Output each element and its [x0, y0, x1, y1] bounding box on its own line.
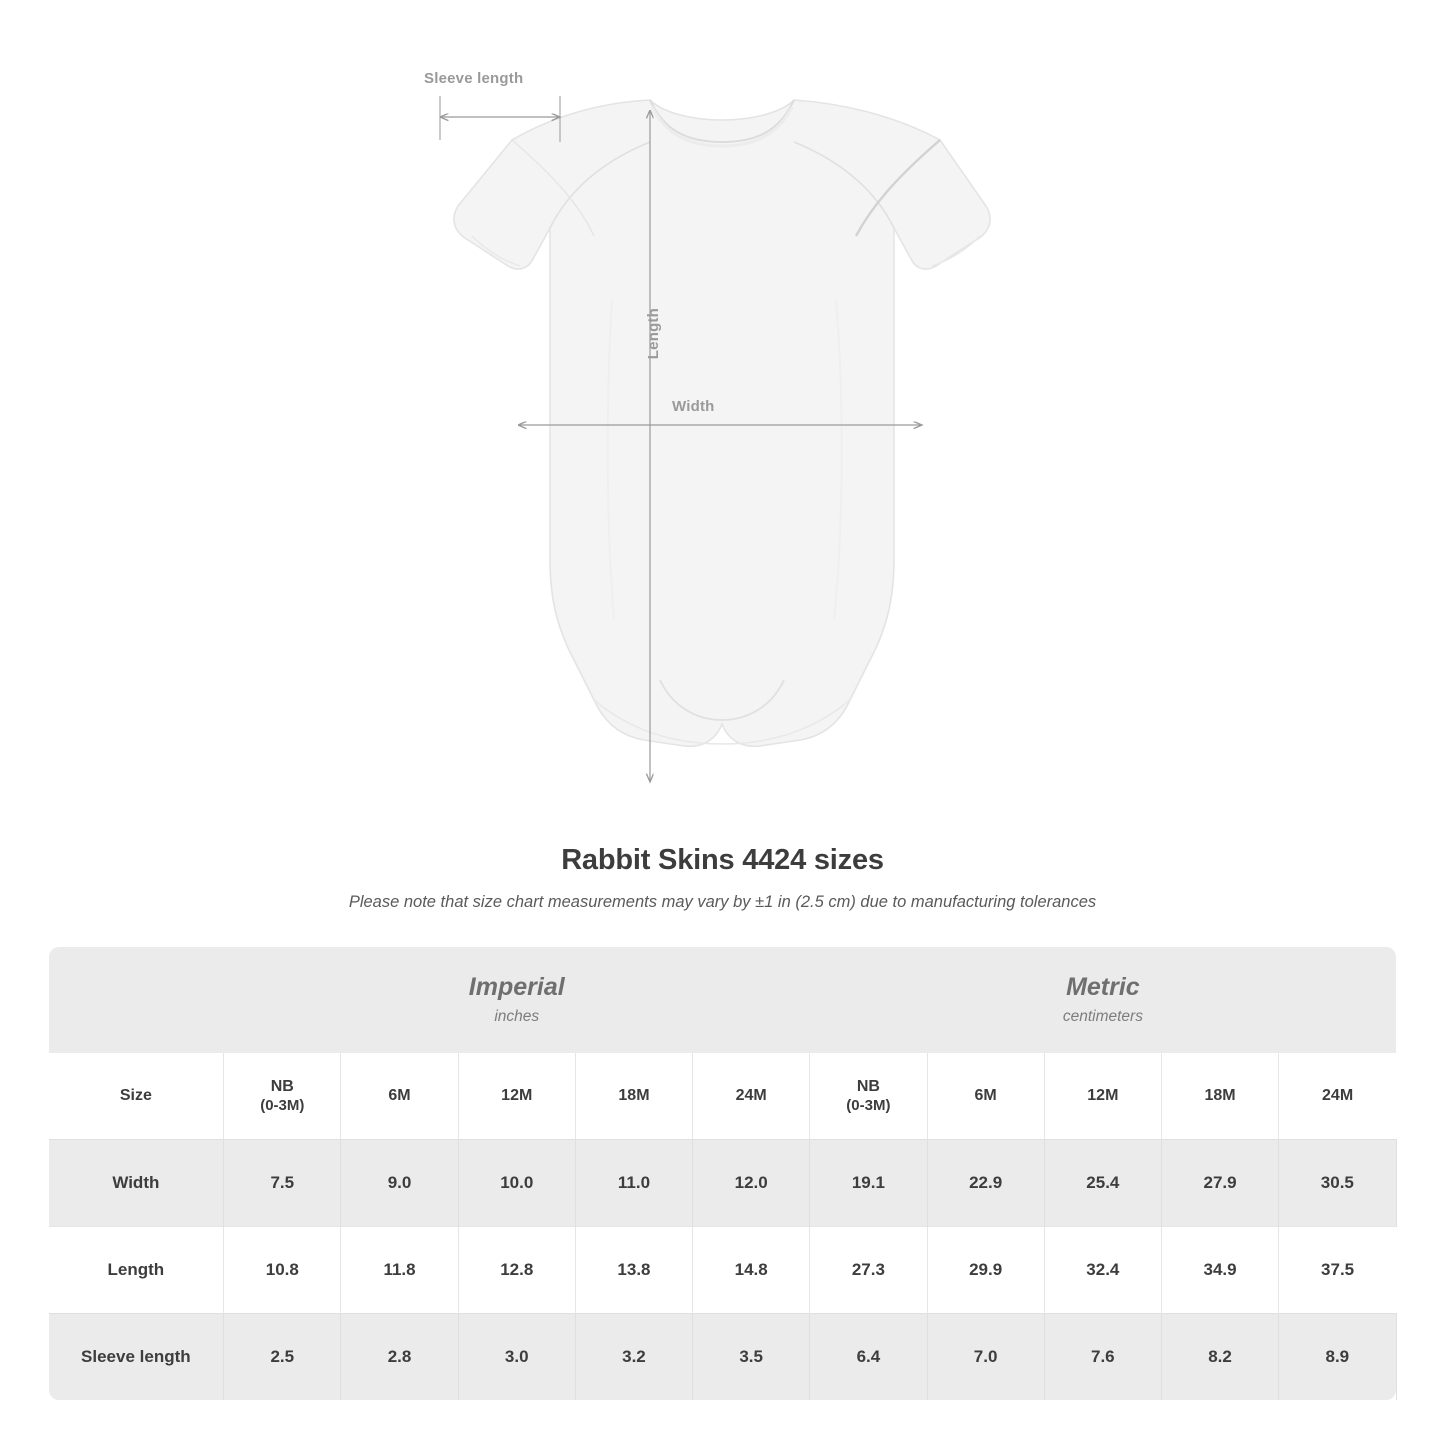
unit-group-metric — [810, 947, 1396, 1053]
cell-sleeve-8: 8.2 — [1161, 1314, 1278, 1401]
header-col-5-label: NB — [856, 1077, 880, 1095]
row-label-sleeve-length: Sleeve length — [49, 1314, 224, 1401]
row-label-length: Length — [49, 1227, 224, 1314]
unit-group-metric-name: Metric — [1066, 972, 1140, 1001]
cell-width-5: 19.1 — [810, 1140, 927, 1227]
cell-length-8: 34.9 — [1161, 1227, 1278, 1314]
cell-sleeve-2: 3.0 — [458, 1314, 575, 1401]
size-table-wrapper — [49, 947, 1397, 1400]
header-col-9: 24M — [1279, 1053, 1396, 1140]
cell-width-6: 22.9 — [927, 1140, 1044, 1227]
cell-length-5: 27.3 — [810, 1227, 927, 1314]
header-size: Size — [49, 1053, 224, 1140]
column-header-row — [49, 1053, 1397, 1140]
header-col-8: 18M — [1161, 1053, 1278, 1140]
cell-width-4: 12.0 — [693, 1140, 810, 1227]
header-col-7: 12M — [1044, 1053, 1161, 1140]
unit-group-imperial — [224, 947, 810, 1053]
cell-length-2: 12.8 — [458, 1227, 575, 1314]
bodysuit-shape — [454, 100, 990, 746]
cell-sleeve-3: 3.2 — [575, 1314, 692, 1401]
header-col-0 — [224, 1053, 341, 1140]
cell-width-8: 27.9 — [1161, 1140, 1278, 1227]
cell-length-7: 32.4 — [1044, 1227, 1161, 1314]
header-col-6: 6M — [927, 1053, 1044, 1140]
unit-header-row — [49, 947, 1397, 1053]
cell-sleeve-0: 2.5 — [224, 1314, 341, 1401]
cell-sleeve-9: 8.9 — [1279, 1314, 1396, 1401]
cell-length-9: 37.5 — [1279, 1227, 1396, 1314]
page-title: Rabbit Skins 4424 sizes — [561, 844, 884, 876]
header-col-0-label: NB — [270, 1077, 294, 1095]
cell-sleeve-7: 7.6 — [1044, 1314, 1161, 1401]
cell-sleeve-5: 6.4 — [810, 1314, 927, 1401]
unit-group-imperial-name: Imperial — [468, 972, 565, 1001]
cell-length-3: 13.8 — [575, 1227, 692, 1314]
size-chart-table — [49, 947, 1397, 1400]
cell-width-9: 30.5 — [1279, 1140, 1396, 1227]
unit-group-metric-sub: centimeters — [1062, 1008, 1143, 1026]
header-col-1: 6M — [341, 1053, 458, 1140]
cell-length-6: 29.9 — [927, 1227, 1044, 1314]
cell-width-2: 10.0 — [458, 1140, 575, 1227]
length-label: Length — [645, 308, 662, 360]
header-col-5-sub: (0-3M) — [846, 1096, 891, 1114]
sleeve-length-label: Sleeve length — [424, 70, 524, 87]
header-col-3: 18M — [575, 1053, 692, 1140]
cell-sleeve-1: 2.8 — [341, 1314, 458, 1401]
header-col-0-sub: (0-3M) — [260, 1096, 305, 1114]
cell-length-4: 14.8 — [693, 1227, 810, 1314]
width-label: Width — [672, 398, 715, 415]
title-block — [0, 844, 1445, 912]
cell-length-0: 10.8 — [224, 1227, 341, 1314]
cell-width-3: 11.0 — [575, 1140, 692, 1227]
table-row — [49, 1140, 1397, 1227]
row-label-width: Width — [49, 1140, 224, 1227]
unit-header-corner — [49, 947, 224, 1053]
table-row — [49, 1227, 1397, 1314]
cell-width-1: 9.0 — [341, 1140, 458, 1227]
header-col-4: 24M — [693, 1053, 810, 1140]
cell-sleeve-4: 3.5 — [693, 1314, 810, 1401]
cell-sleeve-6: 7.0 — [927, 1314, 1044, 1401]
table-row — [49, 1314, 1397, 1401]
unit-group-imperial-sub: inches — [494, 1008, 540, 1026]
cell-length-1: 11.8 — [341, 1227, 458, 1314]
cell-width-0: 7.5 — [224, 1140, 341, 1227]
header-col-2: 12M — [458, 1053, 575, 1140]
cell-width-7: 25.4 — [1044, 1140, 1161, 1227]
header-col-5 — [810, 1053, 927, 1140]
measurement-note: Please note that size chart measurements may vary by ±1 in (2.5 cm) due to manufacturing tolerances — [348, 893, 1097, 911]
